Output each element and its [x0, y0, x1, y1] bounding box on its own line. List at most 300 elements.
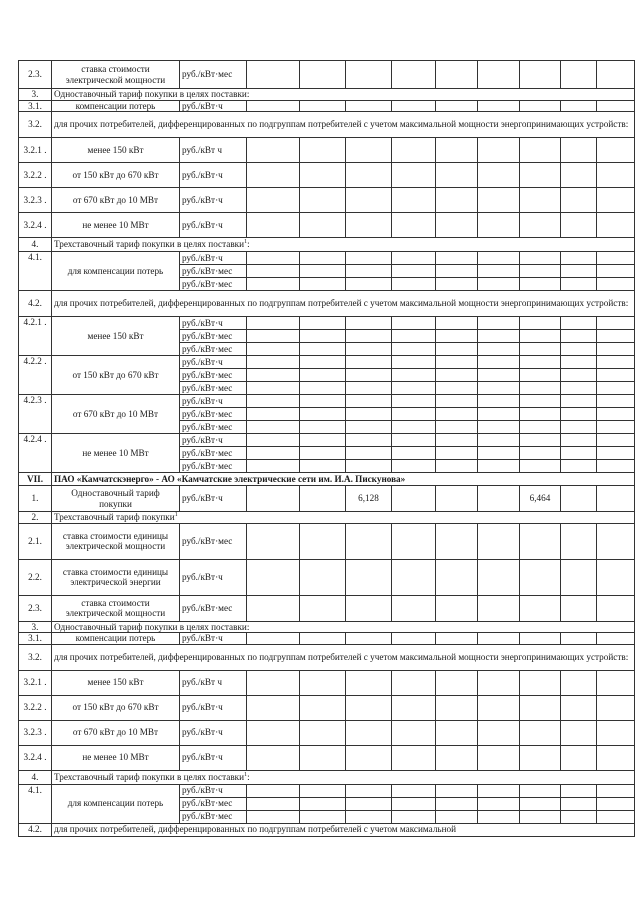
row-number: 4.2. — [19, 823, 52, 836]
value-cell — [300, 213, 346, 238]
value-cell — [436, 460, 478, 473]
value-cell — [300, 408, 346, 421]
value-cell — [561, 317, 597, 330]
value-cell — [392, 369, 436, 382]
value-cell — [346, 408, 392, 421]
value-cell — [597, 421, 635, 434]
value-cell — [300, 745, 346, 770]
row-heading — [52, 512, 635, 524]
row-number: 3.2. — [19, 112, 52, 138]
row-unit: руб./кВт·ч — [180, 213, 247, 238]
value-cell — [436, 382, 478, 395]
value-cell — [436, 163, 478, 188]
value-cell — [247, 163, 300, 188]
value-cell — [392, 784, 436, 797]
table-row — [19, 163, 635, 188]
row-number: 3. — [19, 621, 52, 633]
value-cell — [247, 408, 300, 421]
value-cell — [300, 797, 346, 810]
value-cell — [346, 745, 392, 770]
value-cell — [520, 356, 561, 369]
value-cell — [520, 252, 561, 265]
value-cell — [392, 265, 436, 278]
value-cell — [561, 447, 597, 460]
value-cell — [436, 395, 478, 408]
value-cell — [436, 523, 478, 559]
value-cell — [478, 369, 520, 382]
value-cell — [346, 188, 392, 213]
table-row — [19, 559, 635, 595]
value-cell — [597, 810, 635, 823]
value-cell — [478, 395, 520, 408]
value-cell — [346, 138, 392, 163]
value-cell — [520, 188, 561, 213]
row-number: 3.1. — [19, 100, 52, 112]
footnote-marker: 1 — [174, 512, 178, 518]
row-number: 3.2.3 . — [19, 188, 52, 213]
row-unit: руб./кВт·ч — [180, 100, 247, 112]
row-description: от 150 кВт до 670 кВт — [52, 356, 180, 395]
value-cell — [436, 784, 478, 797]
value-cell — [436, 278, 478, 291]
value-cell — [478, 163, 520, 188]
row-heading-text: Трехставочный тариф покупки в целях поставки — [54, 771, 245, 782]
row-number: 4.2. — [19, 291, 52, 317]
value-cell — [436, 343, 478, 356]
value-cell — [392, 317, 436, 330]
table-row — [19, 745, 635, 770]
row-heading-text: для прочих потребителей, дифференцированных по подгруппам потребителей с учетом максимальной мощности энергопринимающих устройств: — [54, 298, 629, 309]
value-cell — [300, 317, 346, 330]
row-unit: руб./кВт·мес — [180, 343, 247, 356]
value-cell — [478, 278, 520, 291]
value-cell — [300, 810, 346, 823]
row-description: менее 150 кВт — [52, 138, 180, 163]
value-cell — [392, 356, 436, 369]
value-cell: 6,128 — [346, 486, 392, 512]
row-unit: руб./кВт·ч — [180, 395, 247, 408]
value-cell — [300, 720, 346, 745]
value-cell — [392, 745, 436, 770]
value-cell — [520, 330, 561, 343]
row-description: от 670 кВт до 10 МВт — [52, 720, 180, 745]
row-heading-text: Трехставочный тариф покупки — [54, 512, 175, 522]
value-cell — [247, 100, 300, 112]
row-number: 2.2. — [19, 559, 52, 595]
table-row — [19, 188, 635, 213]
table-row — [19, 595, 635, 621]
row-description: ставка стоимости электрической мощности — [52, 595, 180, 621]
value-cell — [561, 784, 597, 797]
value-cell — [561, 670, 597, 695]
value-cell — [436, 633, 478, 645]
row-description: от 670 кВт до 10 МВт — [52, 188, 180, 213]
value-cell — [561, 720, 597, 745]
value-cell — [561, 252, 597, 265]
value-cell — [561, 163, 597, 188]
value-cell — [346, 61, 392, 89]
value-cell — [561, 61, 597, 89]
value-cell — [392, 252, 436, 265]
value-cell — [436, 61, 478, 89]
value-cell — [597, 670, 635, 695]
table-row — [19, 61, 635, 89]
value-cell — [561, 421, 597, 434]
value-cell — [247, 447, 300, 460]
row-heading — [52, 644, 635, 670]
value-cell — [247, 810, 300, 823]
row-unit: руб./кВт ч — [180, 670, 247, 695]
value-cell — [300, 138, 346, 163]
value-cell — [247, 252, 300, 265]
value-cell — [247, 421, 300, 434]
value-cell — [346, 595, 392, 621]
value-cell — [561, 408, 597, 421]
value-cell — [300, 265, 346, 278]
value-cell — [247, 434, 300, 447]
section-title — [52, 473, 635, 486]
value-cell — [597, 595, 635, 621]
row-unit: руб./кВт·ч — [180, 695, 247, 720]
row-number: 3.2.3 . — [19, 720, 52, 745]
value-cell — [597, 188, 635, 213]
value-cell — [392, 382, 436, 395]
value-cell — [300, 633, 346, 645]
value-cell — [392, 523, 436, 559]
value-cell — [478, 382, 520, 395]
value-cell — [346, 670, 392, 695]
value-cell — [392, 188, 436, 213]
value-cell — [392, 163, 436, 188]
row-unit: руб./кВт·ч — [180, 434, 247, 447]
value-cell — [247, 559, 300, 595]
row-heading-suffix: : — [247, 771, 250, 782]
value-cell — [300, 343, 346, 356]
row-number: 2.3. — [19, 61, 52, 89]
row-unit: руб./кВт·ч — [180, 559, 247, 595]
value-cell — [346, 784, 392, 797]
value-cell — [300, 61, 346, 89]
value-cell — [597, 382, 635, 395]
row-heading — [52, 770, 635, 784]
row-heading — [52, 621, 635, 633]
row-number: VII. — [19, 473, 52, 486]
value-cell — [597, 330, 635, 343]
value-cell — [520, 810, 561, 823]
value-cell — [247, 382, 300, 395]
table-row — [19, 784, 635, 797]
value-cell — [346, 100, 392, 112]
value-cell — [597, 369, 635, 382]
value-cell — [478, 595, 520, 621]
value-cell — [392, 213, 436, 238]
row-description: компенсации потерь — [52, 633, 180, 645]
value-cell — [247, 523, 300, 559]
value-cell — [520, 745, 561, 770]
table-row — [19, 89, 635, 101]
value-cell — [478, 434, 520, 447]
row-heading-text: Одноставочный тариф покупки в целях поставки: — [54, 89, 250, 99]
value-cell — [247, 278, 300, 291]
value-cell — [478, 61, 520, 89]
row-unit: руб./кВт ч — [180, 138, 247, 163]
value-cell — [392, 595, 436, 621]
value-cell — [436, 330, 478, 343]
value-cell — [346, 330, 392, 343]
value-cell — [392, 559, 436, 595]
value-cell — [247, 486, 300, 512]
value-cell — [392, 408, 436, 421]
value-cell — [561, 745, 597, 770]
row-description: от 150 кВт до 670 кВт — [52, 163, 180, 188]
table-row — [19, 644, 635, 670]
value-cell — [561, 278, 597, 291]
value-cell — [478, 317, 520, 330]
table-row — [19, 486, 635, 512]
row-unit: руб./кВт·мес — [180, 330, 247, 343]
table-row — [19, 356, 635, 369]
value-cell — [597, 745, 635, 770]
value-cell — [436, 421, 478, 434]
value-cell — [436, 369, 478, 382]
value-cell — [300, 356, 346, 369]
value-cell — [520, 382, 561, 395]
value-cell — [436, 745, 478, 770]
value-cell — [520, 317, 561, 330]
value-cell — [300, 784, 346, 797]
value-cell — [247, 633, 300, 645]
value-cell — [346, 797, 392, 810]
value-cell — [520, 523, 561, 559]
value-cell — [346, 434, 392, 447]
value-cell — [247, 213, 300, 238]
value-cell — [520, 138, 561, 163]
value-cell — [247, 330, 300, 343]
value-cell — [520, 395, 561, 408]
value-cell — [346, 369, 392, 382]
value-cell — [561, 523, 597, 559]
row-heading — [52, 238, 635, 252]
row-number: 3.2. — [19, 644, 52, 670]
row-unit: руб./кВт·мес — [180, 408, 247, 421]
value-cell — [520, 784, 561, 797]
value-cell — [392, 343, 436, 356]
value-cell — [247, 138, 300, 163]
value-cell — [346, 343, 392, 356]
value-cell — [300, 369, 346, 382]
value-cell — [300, 670, 346, 695]
row-number: 3.2.2 . — [19, 163, 52, 188]
value-cell — [436, 408, 478, 421]
value-cell — [520, 559, 561, 595]
value-cell — [520, 595, 561, 621]
footnote-marker: 1 — [244, 771, 248, 778]
value-cell — [436, 810, 478, 823]
value-cell — [300, 447, 346, 460]
value-cell — [300, 460, 346, 473]
value-cell — [247, 720, 300, 745]
value-cell — [436, 317, 478, 330]
value-cell — [597, 163, 635, 188]
row-unit: руб./кВт·мес — [180, 369, 247, 382]
table-row — [19, 823, 635, 836]
value-cell — [247, 188, 300, 213]
row-unit: руб./кВт·ч — [180, 188, 247, 213]
value-cell — [247, 670, 300, 695]
value-cell — [597, 265, 635, 278]
value-cell — [300, 421, 346, 434]
value-cell — [597, 559, 635, 595]
value-cell — [520, 278, 561, 291]
value-cell — [300, 278, 346, 291]
value-cell — [478, 559, 520, 595]
value-cell — [346, 695, 392, 720]
value-cell — [346, 213, 392, 238]
row-number: 2.3. — [19, 595, 52, 621]
value-cell — [478, 670, 520, 695]
value-cell — [597, 395, 635, 408]
value-cell — [300, 486, 346, 512]
value-cell — [392, 421, 436, 434]
table-row — [19, 395, 635, 408]
row-heading-text: для прочих потребителей, дифференцированных по подгруппам потребителей с учетом максимальной — [54, 824, 457, 835]
value-cell — [561, 695, 597, 720]
value-cell — [392, 100, 436, 112]
value-cell — [597, 252, 635, 265]
value-cell — [597, 797, 635, 810]
value-cell — [520, 61, 561, 89]
value-cell — [561, 559, 597, 595]
value-cell — [436, 100, 478, 112]
table-row — [19, 770, 635, 784]
value-cell — [436, 434, 478, 447]
value-cell — [478, 633, 520, 645]
row-heading-text: ПАО «Камчатскэнерго» - АО «Камчатские электрические сети им. И.А. Пискунова» — [54, 473, 406, 484]
value-cell — [561, 330, 597, 343]
row-heading-text: для прочих потребителей, дифференцированных по подгруппам потребителей с учетом максимальной мощности энергопринимающих устройств: — [54, 651, 629, 662]
value-cell — [478, 810, 520, 823]
row-unit: руб./кВт·мес — [180, 61, 247, 89]
value-cell — [436, 252, 478, 265]
value-cell — [478, 745, 520, 770]
row-description: для компенсации потерь — [52, 784, 180, 823]
value-cell — [561, 486, 597, 512]
row-unit: руб./кВт·мес — [180, 265, 247, 278]
value-cell — [478, 343, 520, 356]
value-cell — [478, 188, 520, 213]
table-row — [19, 112, 635, 138]
table-row — [19, 100, 635, 112]
value-cell — [392, 720, 436, 745]
value-cell — [392, 633, 436, 645]
value-cell — [247, 460, 300, 473]
value-cell — [392, 138, 436, 163]
value-cell — [478, 330, 520, 343]
value-cell — [247, 61, 300, 89]
row-unit: руб./кВт·мес — [180, 797, 247, 810]
value-cell — [346, 382, 392, 395]
value-cell — [597, 523, 635, 559]
value-cell — [247, 745, 300, 770]
row-description: от 670 кВт до 10 МВт — [52, 395, 180, 434]
value-cell — [392, 695, 436, 720]
row-description: ставка стоимости единицы электрической энергии — [52, 559, 180, 595]
row-number: 2. — [19, 512, 52, 524]
value-cell — [436, 695, 478, 720]
row-unit: руб./кВт·мес — [180, 595, 247, 621]
value-cell — [436, 670, 478, 695]
row-number: 4. — [19, 238, 52, 252]
value-cell — [597, 434, 635, 447]
row-number: 1. — [19, 486, 52, 512]
value-cell — [561, 595, 597, 621]
value-cell — [346, 278, 392, 291]
value-cell — [520, 695, 561, 720]
value-cell — [520, 797, 561, 810]
value-cell — [392, 395, 436, 408]
value-cell — [392, 486, 436, 512]
value-cell — [561, 810, 597, 823]
row-unit: руб./кВт·мес — [180, 810, 247, 823]
value-cell — [561, 100, 597, 112]
value-cell — [561, 633, 597, 645]
value-cell — [247, 265, 300, 278]
value-cell — [392, 61, 436, 89]
row-number: 4.2.4 . — [19, 434, 52, 473]
value-cell — [597, 633, 635, 645]
table-row — [19, 512, 635, 524]
value-cell — [478, 784, 520, 797]
row-number: 4.2.1 . — [19, 317, 52, 356]
table-row — [19, 434, 635, 447]
value-cell — [247, 343, 300, 356]
value-cell — [520, 447, 561, 460]
row-unit: руб./кВт·ч — [180, 163, 247, 188]
table-row — [19, 633, 635, 645]
value-cell — [247, 317, 300, 330]
row-unit: руб./кВт·мес — [180, 278, 247, 291]
value-cell — [478, 252, 520, 265]
row-unit: руб./кВт·ч — [180, 317, 247, 330]
value-cell — [478, 408, 520, 421]
value-cell — [597, 356, 635, 369]
table-row — [19, 213, 635, 238]
row-unit: руб./кВт·ч — [180, 720, 247, 745]
row-description: менее 150 кВт — [52, 317, 180, 356]
value-cell — [436, 595, 478, 621]
value-cell — [561, 382, 597, 395]
row-description: ставка стоимости единицы электрической мощности — [52, 523, 180, 559]
value-cell — [247, 784, 300, 797]
value-cell — [597, 61, 635, 89]
value-cell — [478, 421, 520, 434]
value-cell — [561, 213, 597, 238]
value-cell — [478, 797, 520, 810]
tariff-table — [18, 60, 635, 837]
value-cell — [436, 559, 478, 595]
value-cell — [436, 138, 478, 163]
value-cell — [561, 138, 597, 163]
row-unit: руб./кВт·мес — [180, 460, 247, 473]
row-description: менее 150 кВт — [52, 670, 180, 695]
value-cell — [520, 163, 561, 188]
value-cell — [300, 252, 346, 265]
row-description: от 150 кВт до 670 кВт — [52, 695, 180, 720]
value-cell — [478, 486, 520, 512]
value-cell — [300, 695, 346, 720]
value-cell — [436, 213, 478, 238]
value-cell — [597, 784, 635, 797]
